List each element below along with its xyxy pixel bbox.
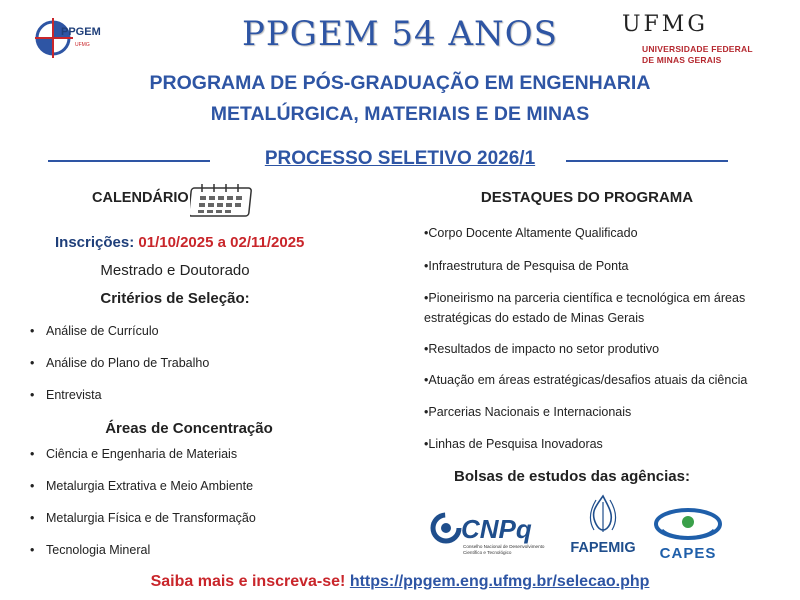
registration-label: Inscrições:: [55, 234, 135, 251]
cnpq-logo-text: CNPq: [461, 514, 532, 544]
ppgem-logo-text: PPGEM: [61, 26, 101, 38]
ufmg-logo-line-1: UNIVERSIDADE FEDERAL: [642, 44, 753, 54]
highlight-item: •Resultados de impacto no setor produtivo: [424, 342, 660, 356]
registration-value: 01/10/2025 a 02/11/2025: [138, 234, 305, 251]
areas-heading: Áreas de Concentração: [105, 420, 273, 437]
page-title: PPGEM 54 ANOS: [242, 14, 558, 54]
footer: [0, 573, 800, 591]
degree-levels: Mestrado e Doutorado: [100, 262, 250, 279]
program-subtitle-line-1: PROGRAMA DE PÓS-GRADUAÇÃO EM ENGENHARIA: [149, 72, 651, 94]
calendar-heading: CALENDÁRIO: [92, 190, 189, 206]
registration-dates: [55, 234, 304, 251]
highlight-item: •Atuação em áreas estratégicas/desafios atuais da ciência: [424, 373, 748, 387]
highlight-item: •Infraestrutura de Pesquisa de Ponta: [424, 259, 629, 273]
cnpq-logo-sub-2: Científico e Tecnológico: [463, 550, 512, 555]
highlights-heading: DESTAQUES DO PROGRAMA: [480, 189, 694, 206]
call-to-action: Saiba mais e inscreva-se!: [150, 573, 346, 590]
fapemig-logo: [566, 492, 640, 558]
process-title: PROCESSO SELETIVO 2026/1: [264, 148, 536, 169]
ufmg-logo-line-2: DE MINAS GERAIS: [642, 55, 722, 65]
divider-right: [566, 160, 728, 162]
cnpq-logo-sub-1: Conselho Nacional de Desenvolvimento: [463, 544, 545, 549]
selection-link[interactable]: https://ppgem.eng.ufmg.br/selecao.php: [349, 573, 650, 590]
scholarships-heading: Bolsas de estudos das agências:: [454, 468, 690, 485]
highlight-item: •Parcerias Nacionais e Internacionais: [424, 405, 632, 419]
ufmg-logo-wordmark: UFMG: [622, 12, 708, 37]
capes-logo-text: CAPES: [659, 545, 717, 562]
fapemig-logo-text: FAPEMIG: [570, 540, 636, 556]
program-subtitle-line-2: METALÚRGICA, MATERIAIS E DE MINAS: [210, 103, 590, 125]
ufmg-logo: [622, 12, 772, 72]
highlight-item: •Linhas de Pesquisa Inovadoras: [424, 437, 603, 451]
ppgem-logo-sub: UFMG: [75, 42, 90, 48]
capes-logo: [652, 500, 724, 562]
criteria-heading: Critérios de Seleção:: [100, 290, 250, 307]
cnpq-logo: [430, 510, 562, 556]
calendar-icon: [190, 183, 256, 219]
highlight-item: •Corpo Docente Altamente Qualificado: [424, 226, 638, 240]
highlight-item: •Pioneirismo na parceria científica e tecnológica em áreas estratégicas do estado de Minas Gerais: [424, 291, 746, 325]
